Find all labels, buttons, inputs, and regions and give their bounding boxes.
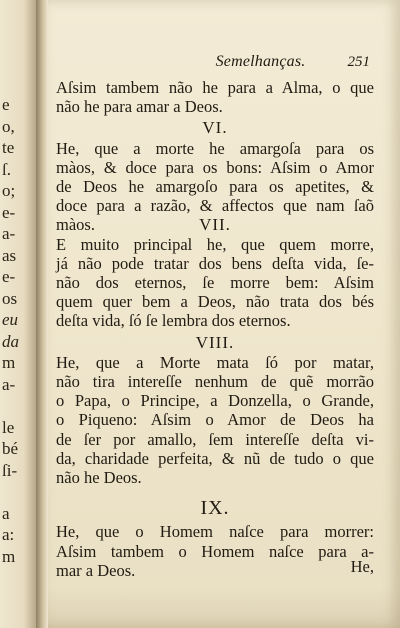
text-line: o Piqueno: Aſsim o Amor de Deos ha xyxy=(56,410,374,430)
text-line-with-numeral xyxy=(56,215,374,234)
section-numeral-vi: VI. xyxy=(202,118,228,138)
running-head-title: Semelhanças. xyxy=(215,53,306,70)
left-edge-fragment: a- xyxy=(2,374,16,394)
catchword: He, xyxy=(350,557,374,576)
left-edge-fragment: o; xyxy=(2,181,16,200)
section-numeral-viii: VIII. xyxy=(195,332,235,352)
text-line: màos. xyxy=(56,215,95,235)
text-line: de Deos he amargoſo para os apetites, & xyxy=(56,177,374,197)
left-edge-fragment: bé xyxy=(2,439,19,458)
left-edge-fragment: a- xyxy=(2,224,16,243)
text-line: não tira intereſſe nenhum de quẽ morrão xyxy=(56,372,374,392)
left-page-edge-text xyxy=(0,95,36,565)
text-line: Aſsim tambem o Homem naſce para a- xyxy=(56,541,374,561)
left-edge-fragment: as xyxy=(2,245,17,265)
page-text xyxy=(56,52,374,580)
left-edge-fragment: le xyxy=(2,417,15,437)
left-edge-fragment: e- xyxy=(2,267,16,286)
left-edge-fragment: e- xyxy=(2,202,16,222)
left-edge-fragment: os xyxy=(2,288,18,308)
section-numeral-vii: VII. xyxy=(199,215,231,235)
left-edge-fragment: o, xyxy=(2,116,15,136)
text-line: o Papa, o Principe, a Donzella, o Grande, xyxy=(56,391,374,411)
text-line: não he Deos. xyxy=(56,468,142,488)
left-edge-fragment: da xyxy=(2,331,19,351)
left-edge-fragment: a: xyxy=(2,525,15,544)
text-line: màos, & doce para os bons: Aſsim o Amor xyxy=(56,157,374,177)
text-line: He, que a morte he amargoſa para os xyxy=(56,138,374,158)
text-line: He, que a Morte mata ſó por matar, xyxy=(56,352,374,372)
left-edge-fragment: te xyxy=(2,138,15,157)
text-line: He, que o Homem naſce para morrer: xyxy=(56,522,374,542)
text-line: não he para amar a Deos. xyxy=(56,97,223,117)
running-head xyxy=(56,52,374,74)
text-line: doce para a razão, & affectos que nam ſaõ xyxy=(56,196,374,216)
text-line: Aſsim tambem não he para a Alma, o que xyxy=(56,78,374,97)
book-gutter xyxy=(36,0,48,628)
text-line: já não pode tratar dos bens deſta vida, ſe- xyxy=(56,253,374,273)
page-number: 251 xyxy=(347,54,370,70)
text-line: não dos eternos, ſe morre bem: Aſsim xyxy=(56,273,374,293)
text-line: deſta vida, ſó ſe lembra dos eternos. xyxy=(56,311,291,331)
page-shadow xyxy=(48,588,400,628)
left-page xyxy=(0,0,36,628)
text-line: E muito principal he, que quem morre, xyxy=(56,234,374,254)
left-edge-fragment: e xyxy=(2,95,10,114)
left-edge-fragment: eu xyxy=(2,310,19,329)
left-edge-fragment: a xyxy=(2,503,10,523)
text-line: de ſer por amallo, ſem intereſſe deſta vi- xyxy=(56,429,374,449)
left-edge-fragment: m xyxy=(2,546,16,566)
text-line: mar a Deos. xyxy=(56,560,136,580)
text-line: da, charidade perfeita, & nũ de tudo o que xyxy=(56,448,374,468)
left-edge-fragment: m xyxy=(2,353,16,372)
left-edge-fragment: ſ. xyxy=(2,159,11,179)
text-line: quem quer bem a Deos, não trata dos bés xyxy=(56,292,374,312)
section-numeral-ix: IX. xyxy=(200,497,230,520)
left-edge-fragment: ſi- xyxy=(2,460,18,480)
